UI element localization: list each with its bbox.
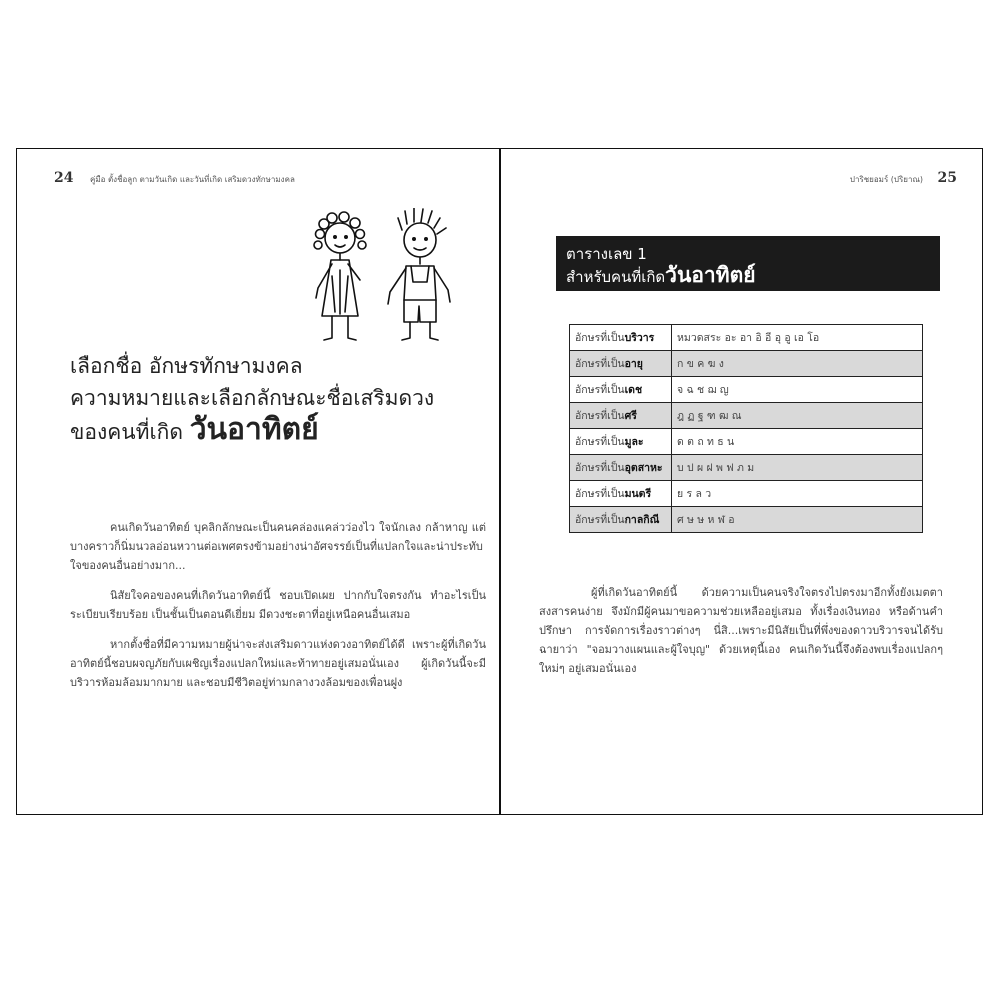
letters-cell: ย ร ล ว (672, 481, 923, 507)
category-name: อุตสาหะ (624, 462, 663, 474)
letters-cell: บ ป ผ ฝ พ ฟ ภ ม (672, 455, 923, 481)
category-cell (570, 481, 672, 507)
girl-doodle-icon (314, 212, 366, 340)
category-prefix: อักษรที่เป็น (575, 462, 625, 474)
category-name: กาลกิณี (624, 514, 660, 526)
chapter-title (70, 350, 490, 448)
letters-cell: ก ข ค ฆ ง (672, 351, 923, 377)
letters-cell: ฎ ฏ ฐ ฑ ฒ ณ (672, 403, 923, 429)
running-head: ปาริชยอมร์ (ปริยาณ) (849, 175, 923, 184)
category-cell (570, 507, 672, 533)
title-line-1: เลือกชื่อ อักษรทักษามงคล (70, 354, 303, 378)
right-page (502, 150, 981, 814)
table-heading-line-1: ตารางเลข 1 (566, 245, 647, 263)
letter-category-table (569, 324, 923, 533)
title-emphasis-sunday: วันอาทิตย์ (189, 412, 319, 447)
boy-doodle-icon (388, 208, 450, 340)
table-row (570, 377, 923, 403)
right-body-text (539, 583, 943, 678)
table-heading-banner (556, 236, 940, 291)
letters-cell: จ ฉ ช ฌ ญ (672, 377, 923, 403)
category-cell (570, 403, 672, 429)
category-prefix: อักษรที่เป็น (575, 358, 625, 370)
category-name: ศรี (624, 410, 637, 422)
category-name: บริวาร (624, 332, 655, 344)
table-heading-line-2 (566, 264, 940, 288)
category-name: มนตรี (624, 488, 652, 500)
category-name: มูละ (624, 436, 644, 448)
category-prefix: อักษรที่เป็น (575, 514, 625, 526)
left-body-text (70, 518, 486, 703)
title-line-3-prefix: ของคนที่เกิด (70, 420, 183, 444)
book-spine (499, 148, 501, 815)
paragraph: คนเกิดวันอาทิตย์ บุคลิกลักษณะเป็นคนคล่องแคล่วว่องไว ใจนักเลง กล้าหาญ แต่บางคราวก็นิ่มนวลอ่อนหวานต่อเพศตรงข้ามอย่างน่าอัศจรรย์เป็นที่แปลกใจและน่าประทับใจของคนอื่นอย่างมาก... (70, 521, 486, 572)
letters-cell: หมวดสระ อะ อา อิ อี อุ อู เอ โอ (672, 325, 923, 351)
title-line-3 (70, 414, 490, 448)
category-name: เดช (624, 384, 643, 396)
table-row (570, 325, 923, 351)
table-heading-emphasis: วันอาทิตย์ (665, 263, 756, 287)
table-row (570, 481, 923, 507)
table-row (570, 455, 923, 481)
category-prefix: อักษรที่เป็น (575, 488, 625, 500)
category-cell (570, 429, 672, 455)
category-name: อายุ (624, 358, 643, 370)
category-cell (570, 377, 672, 403)
table-row (570, 351, 923, 377)
category-prefix: อักษรที่เป็น (575, 384, 625, 396)
table-row (570, 507, 923, 533)
table-heading-prefix: สำหรับคนที่เกิด (566, 268, 666, 286)
title-line-2: ความหมายและเลือกลักษณะชื่อเสริมดวง (70, 386, 435, 410)
paragraph: ผู้ที่เกิดวันอาทิตย์นี้ ด้วยความเป็นคนจริงใจตรงไปตรงมาอีกทั้งยังเมตตาสงสารคนง่าย จึงมักมีผู้คนมาขอความช่วยเหลืออยู่เสมอ ทั้งเรื่องเงินทอง หรือด้านคำปรึกษา การจัดการเรื่องราวต่างๆ นี่สิ...เพราะมีนิสัยเป็นที่พึ่งของดาวบริวารจนได้รับฉายาว่า "จอมวางแผนและผู้ใจบุญ" ด้วยเหตุนี้เอง คนเกิดวันนี้จึงต้องพบเรื่องแปลกๆ ใหม่ๆ อยู่เสมอนั่นเอง (539, 586, 943, 675)
table-row (570, 403, 923, 429)
category-prefix: อักษรที่เป็น (575, 410, 625, 422)
running-head: คู่มือ ตั้งชื่อลูก ตามวันเกิด และวันที่เกิด เสริมดวงทักษามงคล (90, 175, 295, 184)
letters-cell: ศ ษ ษ ห ฬ อ (672, 507, 923, 533)
category-cell (570, 351, 672, 377)
paragraph: นิสัยใจคอของคนที่เกิดวันอาทิตย์นี้ ชอบเปิดเผย ปากกับใจตรงกัน ทำอะไรเป็นระเบียบเรียบร้อย เป็นชั้นเป็นตอนดีเยี่ยม มีดวงชะตาที่อยู่เหนือคนอื่นเสมอ (70, 589, 486, 621)
kids-doodle-illustration (298, 208, 474, 348)
category-prefix: อักษรที่เป็น (575, 332, 625, 344)
paragraph: หากตั้งชื่อที่มีความหมายผู้น่าจะส่งเสริมดาวแห่งดวงอาทิตย์ได้ดี เพราะผู้ที่เกิดวันอาทิตย์นี้ชอบผจญภัยกับเผชิญเรื่องแปลกใหม่และท้าทายอยู่เสมอนั่นเอง ผู้เกิดวันนี้จะมีบริวารห้อมล้อมมากมาย และชอบมีชีวิตอยู่ท่ามกลางวงล้อมของเพื่อนฝูง (70, 638, 486, 689)
category-cell (570, 455, 672, 481)
category-prefix: อักษรที่เป็น (575, 436, 625, 448)
table-row (570, 429, 923, 455)
page-number: 25 (937, 170, 957, 186)
category-cell (570, 325, 672, 351)
page-number: 24 (54, 170, 74, 186)
left-page (18, 150, 498, 814)
letters-cell: ด ต ถ ท ธ น (672, 429, 923, 455)
